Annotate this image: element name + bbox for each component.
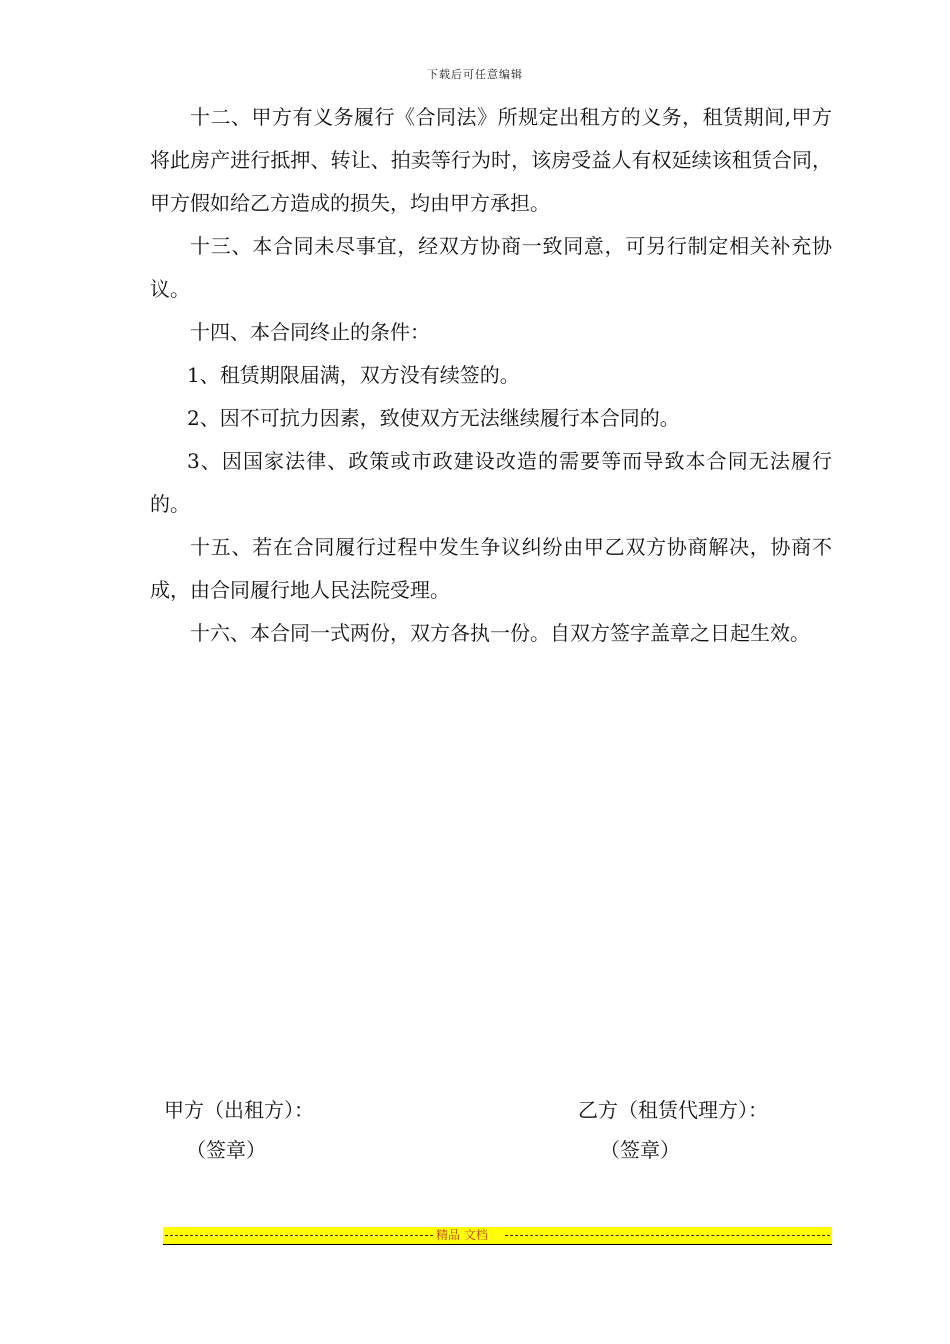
party-a-role: 甲方（出租方）： <box>164 1098 314 1122</box>
footer-dash-left <box>165 1235 433 1236</box>
party-b-signature <box>578 1090 768 1170</box>
party-a-seal: （签章） <box>186 1138 266 1162</box>
clause-14-item-1: 1、租赁期限届满，双方没有续签的。 <box>187 363 520 387</box>
party-a-signature <box>164 1090 314 1170</box>
contract-body <box>150 96 832 655</box>
footer-bar <box>163 1227 832 1245</box>
clause-14-item-2: 2、因不可抗力因素，致使双方无法继续履行本合同的。 <box>187 406 680 430</box>
clause-14-item-3: 3、因国家法律、政策或市政建设改造的需要等而导致本合同无法履行的。 <box>150 449 832 516</box>
clause-14: 十四、本合同终止的条件： <box>190 320 430 344</box>
party-b-role: 乙方（租赁代理方）： <box>578 1098 768 1122</box>
clause-13: 十三、本合同未尽事宜，经双方协商一致同意，可另行制定相关补充协议。 <box>150 234 832 301</box>
clause-12: 十二、甲方有义务履行《合同法》所规定出租方的义务，租赁期间,甲方将此房产进行抵押、转让、拍卖等行为时，该房受益人有权延续该租赁合同，甲方假如给乙方造成的损失，均由甲方承担。 <box>150 105 832 215</box>
footer-dash-right <box>505 1235 830 1236</box>
page-header: 下载后可任意编辑 <box>427 68 523 81</box>
clause-15: 十五、若在合同履行过程中发生争议纠纷由甲乙双方协商解决，协商不成，由合同履行地人民法院受理。 <box>150 535 832 602</box>
party-b-seal: （签章） <box>600 1138 680 1162</box>
clause-16: 十六、本合同一式两份，双方各执一份。自双方签字盖章之日起生效。 <box>190 621 810 645</box>
footer-label: 精品 文档 <box>436 1228 488 1242</box>
